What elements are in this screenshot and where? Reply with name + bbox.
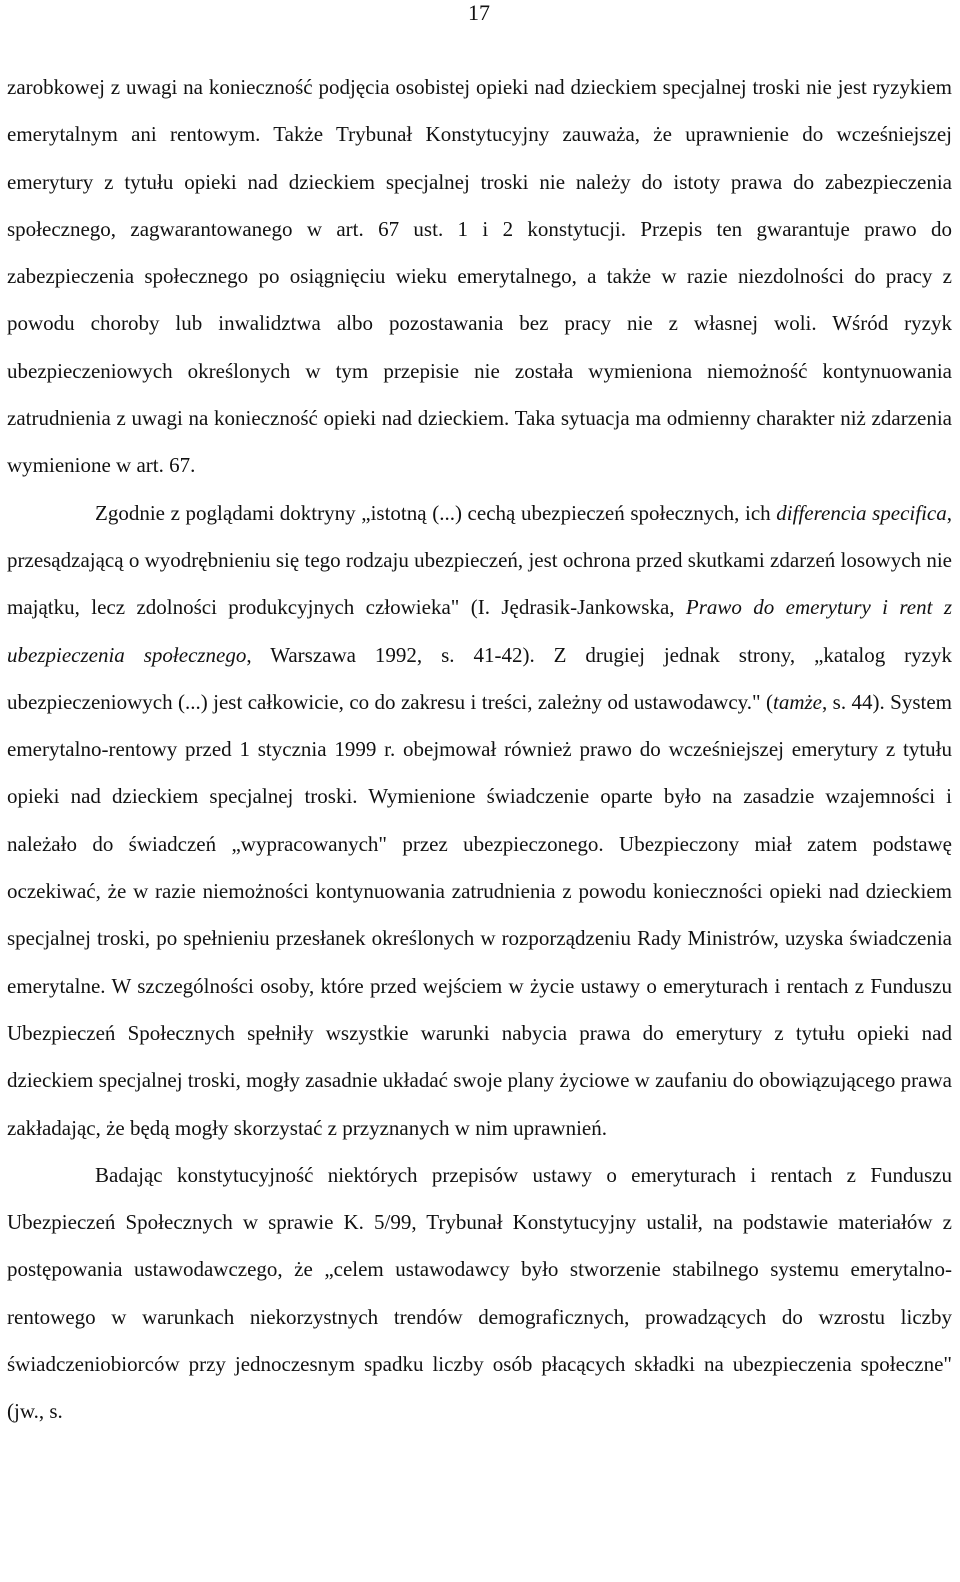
text-run: Zgodnie z poglądami doktryny „istotną (...) cechą ubezpieczeń społecznych, ich: [95, 500, 777, 525]
text-run: Badając konstytucyjność niektórych przepisów ustawy o emeryturach i rentach z Funduszu Ubezpieczeń Społecznych w sprawie K. 5/99, Trybunał Konstytucyjny ustalił, na podstawie materiałów z postępowania ustawodawczego, że „celem ustawodawcy było stworzenie stabilnego systemu emerytalno-rentowego w warunkach niekorzystnych trendów demograficznych, prowadzących do wzrostu liczby świadczeniobiorców przy jednoczesnym spadku liczby osób płacących składki na ubezpieczenia społeczne" (jw., s.: [7, 1162, 952, 1424]
page-number: 17: [468, 0, 490, 25]
italic-text: differencia specifica: [776, 500, 947, 525]
paragraph: [7, 490, 952, 1152]
italic-text: tamże: [773, 689, 822, 714]
document-body: [7, 64, 952, 1436]
italic-text: Prawo do emerytury i rent z ubezpieczenia społecznego: [7, 595, 952, 667]
text-run: , s. 44). System emerytalno-rentowy przed 1 stycznia 1999 r. obejmował również prawo do wcześniejszej emerytury z tytułu opieki nad dzieckiem specjalnej troski. Wymienione świadczenie oparte było na zasadzie wzajemności i należało do świadczeń „wypracowanych" przez ubezpieczonego. Ubezpieczony miał zatem podstawę oczekiwać, że w razie niemożności kontynuowania zatrudnienia z powodu konieczności opieki nad dzieckiem specjalnej troski, po spełnieniu przesłanek określonych w rozporządzeniu Rady Ministrów, uzyska świadczenia emerytalne. W szczególności osoby, które przed wejściem w życie ustawy o emeryturach i rentach z Funduszu Ubezpieczeń Społecznych spełniły wszystkie warunki nabycia prawa do emerytury z tytułu opieki nad dzieckiem specjalnej troski, mogły zasadnie układać swoje plany życiowe w zaufaniu do obowiązującego prawa zakładając, że będą mogły skorzystać z przyznanych w nim uprawnień.: [7, 689, 952, 1140]
paragraph: [7, 1152, 952, 1436]
text-run: zarobkowej z uwagi na konieczność podjęcia osobistej opieki nad dzieckiem specjalnej troski nie jest ryzykiem emerytalnym ani rentowym. Także Trybunał Konstytucyjny zauważa, że uprawnienie do wcześniejszej emerytury z tytułu opieki nad dzieckiem specjalnej troski nie należy do istoty prawa do zabezpieczenia społecznego, zagwarantowanego w art. 67 ust. 1 i 2 konstytucji. Przepis ten gwarantuje prawo do zabezpieczenia społecznego po osiągnięciu wieku emerytalnego, a także w razie niezdolności do pracy z powodu choroby lub inwalidztwa albo pozostawania bez pracy nie z własnej woli. Wśród ryzyk ubezpieczeniowych określonych w tym przepisie nie została wymieniona niemożność kontynuowania zatrudnienia z uwagi na konieczność opieki nad dzieckiem. Taka sytuacja ma odmienny charakter niż zdarzenia wymienione w art. 67.: [7, 75, 952, 478]
text-run: , Warszawa 1992, s. 41-42). Z drugiej jednak strony, „katalog ryzyk ubezpieczeniowych (...) jest całkowicie, co do zakresu i treści, zależny od ustawodawcy." (: [7, 642, 952, 714]
paragraph: [7, 64, 952, 490]
text-run: , przesądzającą o wyodrębnieniu się tego rodzaju ubezpieczeń, jest ochrona przed skutkami zdarzeń losowych nie majątku, lecz zdolności produkcyjnych człowieka" (I. Jędrasik-Jankowska,: [7, 500, 952, 620]
